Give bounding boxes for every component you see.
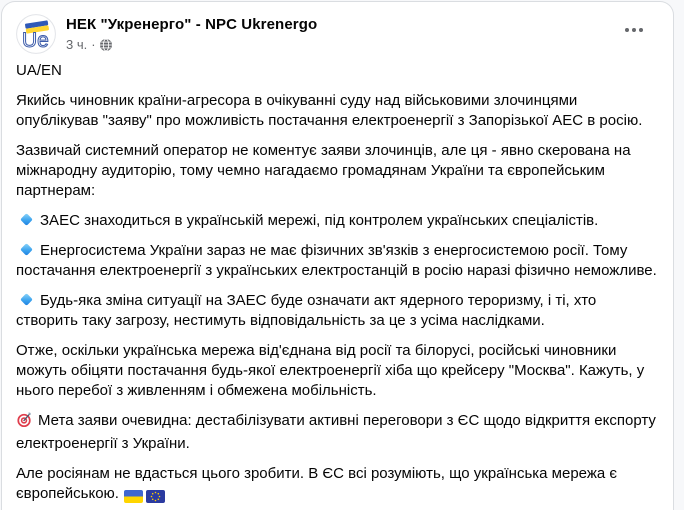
small-blue-diamond-icon bbox=[20, 243, 33, 256]
eu-flag-icon bbox=[146, 490, 165, 503]
ellipsis-menu-icon bbox=[625, 28, 629, 32]
facebook-post-card bbox=[1, 1, 674, 510]
small-blue-diamond-icon bbox=[20, 213, 33, 226]
timestamp[interactable]: 3 ч. bbox=[66, 37, 88, 52]
paragraph-text: Мета заяви очевидна: дестабілізувати активні переговори з ЄС щодо відкриття експорту електроенергії з України. bbox=[16, 412, 656, 452]
bullet-item bbox=[16, 241, 657, 281]
paragraph-text: Але росіянам не вдасться цього зробити. В ЄС всі розуміють, що українська мережа є європейською. bbox=[16, 465, 618, 502]
post-header bbox=[2, 2, 673, 54]
bullet-text: Будь-яка зміна ситуації на ЗАЕС буде означати акт ядерного тероризму, і ті, хто створить таку загрозу, нестимуть відповідальність за це з усіма наслідками. bbox=[16, 292, 597, 329]
avatar-monogram: Ue bbox=[22, 29, 49, 52]
post-paragraph: Якийсь чиновник країни-агресора в очікуванні суду над військовими злочинцями опублікував "заяву" про можливість постачання електроенергії з Запорізької АЕС в росію. bbox=[16, 92, 643, 129]
post-paragraph: Зазвичай системний оператор не коментує заяви злочинців, але ця - явно скерована на міжнародну аудиторію, тому чемно нагадаємо громадянам України та європейським партнерам: bbox=[16, 142, 631, 199]
header-text bbox=[66, 14, 617, 53]
bullet-item bbox=[16, 291, 657, 331]
ukraine-flag-icon bbox=[124, 490, 143, 503]
lang-label: UA/EN bbox=[16, 62, 62, 79]
post-paragraph: Отже, оскільки українська мережа від'єднана від росії та білорусі, російські чиновники можуть обіцяти постачання будь-якої електроенергії хіба що крейсеру "Москва". Кажуть, у нього перебої з живленням і обмежена мобільність. bbox=[16, 342, 645, 399]
dart-target-icon bbox=[16, 411, 33, 434]
small-blue-diamond-icon bbox=[20, 293, 33, 306]
bullet-text: Енергосистема України зараз не має фізичних зв'язків з енергосистемою росії. Тому постачання електроенергії з українських електростанцій в росію наразі фізично неможливе. bbox=[16, 242, 657, 279]
flag-icons bbox=[124, 486, 168, 506]
bullet-text: ЗАЕС знаходиться в українській мережі, під контролем українських спеціалістів. bbox=[40, 212, 599, 229]
post-options-button[interactable] bbox=[617, 16, 651, 44]
meta-separator: · bbox=[91, 37, 96, 52]
ukrenergo-logo-icon bbox=[16, 14, 56, 54]
avatar[interactable] bbox=[16, 14, 56, 54]
globe-public-icon bbox=[100, 39, 112, 51]
post-paragraph bbox=[16, 464, 657, 506]
bullet-item bbox=[16, 211, 657, 231]
page-name-link[interactable]: НЕК "Укренерго" - NPC Ukrenergo bbox=[66, 16, 318, 33]
post-paragraph bbox=[16, 411, 657, 454]
post-meta bbox=[66, 37, 617, 53]
post-body bbox=[2, 54, 673, 506]
